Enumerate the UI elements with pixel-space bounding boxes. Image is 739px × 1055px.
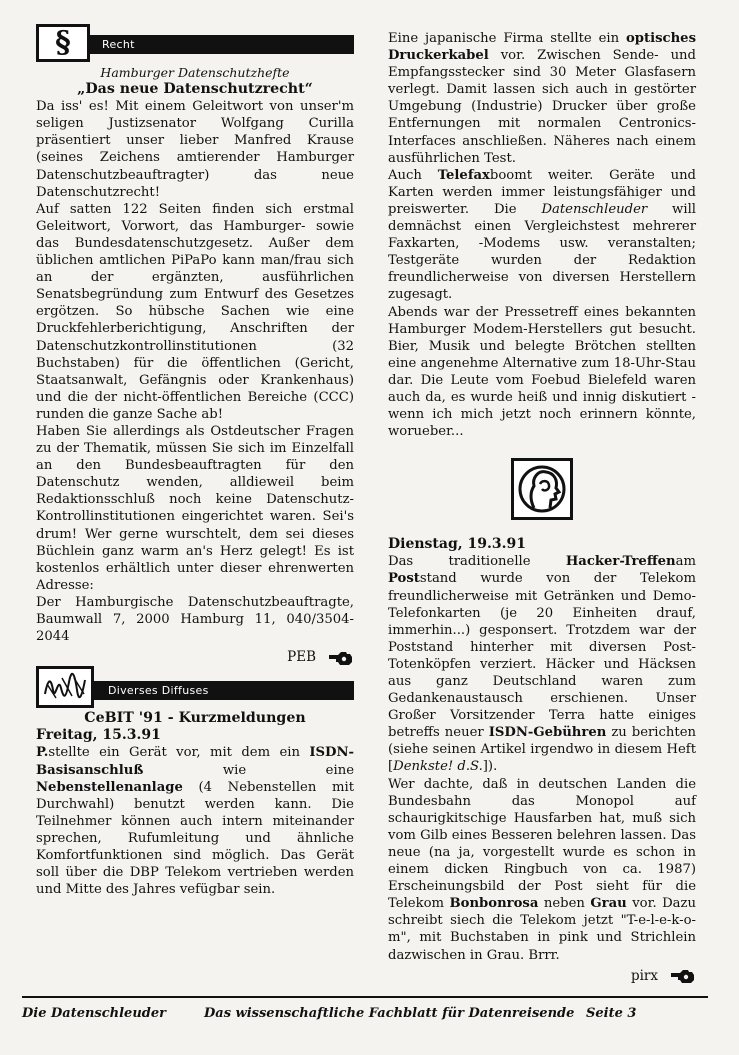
rubric-bar: Diverses Diffuses bbox=[86, 681, 354, 700]
article-address: Der Hamburgische Datenschutzbeauftragte, Baumwall 7, 2000 Hamburg 11, 040/3504-2044 bbox=[36, 594, 354, 645]
footer-page-number: Seite 3 bbox=[586, 1006, 637, 1021]
left-column bbox=[36, 25, 354, 898]
article-paragraph: Da iss' es! Mit einem Geleitwort von unser'm seligen Justizsenator Wolfgang Curilla präsentiert unser lieber Manfred Krause (seines Zeichens amtierender Hamburger Datenschutzbeauftragter) das neue Datenschutzrecht! bbox=[36, 99, 354, 200]
article-kicker: Hamburger Datenschutzhefte bbox=[100, 65, 290, 80]
author-signature: pirx bbox=[630, 967, 658, 984]
paragraph-sign: § bbox=[55, 25, 71, 60]
rubric-recht bbox=[36, 25, 354, 60]
head-profile-graphic bbox=[518, 464, 566, 514]
pointing-hand-icon bbox=[328, 650, 354, 666]
article-paragraph: Eine japanische Firma stellte ein optisches Druckerkabel vor. Zwischen Sende- und Empfangsstecker sind 30 Meter Glasfasern verlegt. Damit lassen sich auch in gestörter Umgebung (Industrie) Drucker über große Entfernungen mit normalen Centronics-Interfaces anschließen. Näheres nach einem ausführlichen Test. bbox=[388, 31, 696, 166]
article-paragraph: Haben Sie allerdings als Ostdeutscher Fragen zu der Thematik, müssen Sie sich im Einzelfall an den Bundesbeauftragten für den Datenschutz wenden, alldieweil beim Redaktionsschluß noch keine Datenschutz-Kontrollinstitutionen eingerichtet waren. Sei's drum! Wer gerne wurschtelt, dem sei dieses Büchlein ganz warm an's Herz gelegt! Es ist kostenlos erhältlich unter dieser ehrenwerten Adresse: bbox=[36, 423, 354, 593]
pointing-hand-icon bbox=[670, 968, 696, 984]
paragraph-sign-icon bbox=[36, 24, 90, 62]
rubric-bar: Recht bbox=[80, 35, 354, 54]
right-column bbox=[388, 30, 696, 985]
signature-line bbox=[388, 968, 696, 985]
footer-magazine-title: Die Datenschleuder bbox=[22, 1006, 166, 1021]
article-paragraph: Auf satten 122 Seiten finden sich erstmal Geleitwort, Vorwort, das Hamburger- sowie das Bundesdatenschutzgesetz. Außer dem üblichen amtlichen PiPaPo kann man/frau sich an der ergänzten, ausführlichen Senatsbegründung zum Entwurf des Gesetzes ergötzen. So hübsche Sachen wie eine Druckfehlerberichtigung, Anschriften der Datenschutzkontrollinstitutionen (32 Buchstaben) für die öffentlichen (Gericht, Staatsanwalt, Gefängnis oder Krankenhaus) und die der nicht-öffentlichen Bereiche (CCC) runden die ganze Sache ab! bbox=[36, 201, 354, 422]
article-paragraph: P.stellte ein Gerät vor, mit dem ein ISDN-Basisanschluß wie eine Nebenstellenanlage (4 Nebenstellen mit Durchwahl) benutzt werden kann. Die Teilnehmer können auch intern miteinander sprechen, Rufumleitung und ähnliche Komfortfunktionen sind möglich. Das Gerät soll über die DBP Telekom vertrieben werden und Mitte des Jahres vefügbar sein. bbox=[36, 745, 354, 898]
author-signature: PEB bbox=[287, 649, 316, 666]
article-paragraph: Auch Telefaxboomt weiter. Geräte und Karten werden immer leistungsfähiger und preiswerter. Die Datenschleuder will demnächst einen Vergleichstest mehrerer Faxkarten, -Modems usw. veranstalten; Testgeräte wurden der Redaktion freundlicherweise von diversen Herstellern zugesagt. bbox=[388, 167, 697, 303]
article-headline: CeBIT '91 - Kurzmeldungen bbox=[84, 710, 306, 727]
article-paragraph: Das traditionelle Hacker-Treffenam Poststand wurde von der Telekom freundlicherweise mit Getränken und Demo-Telefonkarten (je 20 Einheiten drauf, immerhin...) gesponsert. Trotzdem war der Poststand hinterher mit diversen Post-Totenköpfen verziert. Häcker und Häcksen aus ganz Deutschland waren zum Gedankenaustausch erschienen. Unser Großer Vorsitzender Terra hatte einiges betreffs neuer ISDN-Gebühren zu berichten (siehe seinen Artikel irgendwo in diesem Heft [Denkste! d.S.]). bbox=[388, 554, 696, 775]
signature-line bbox=[36, 649, 354, 666]
article-paragraph: Abends war der Pressetreff eines bekannten Hamburger Modem-Herstellers gut besucht. Bier, Musik und belegte Brötchen stellten eine angenehme Alternative zum 18-Uhr-Stau dar. Die Leute vom Foebud Bielefeld waren auch da, es wurde heiß und innig diskutiert - wenn ich mich jetzt noch erinnern könnte, worueber... bbox=[388, 304, 696, 440]
dateline: Dienstag, 19.3.91 bbox=[388, 536, 526, 553]
footer-rule bbox=[22, 996, 708, 998]
article-headline: „Das neue Datenschutzrecht“ bbox=[77, 81, 313, 98]
footer-tagline: Das wissenschaftliche Fachblatt für Datenreisende bbox=[204, 1006, 575, 1021]
rubric-diverses bbox=[36, 676, 354, 702]
head-profile-icon bbox=[511, 458, 573, 520]
scribble-graphic bbox=[42, 672, 88, 702]
article-paragraph: Wer dachte, daß in deutschen Landen die Bundesbahn das Monopol auf schaurigkitschige Hausfarben hat, muß sich vom Gilb eines Besseren belehren lassen. Das neue (na ja, vorgestellt wurde es schon in einem dicken Ringbuch von ca. 1987) Erscheinungsbild der Post sieht für die Telekom Bonbonrosa neben Grau vor. Dazu schreibt siech die Telekom jetzt "T-e-l-e-k-o-m", mit Buchstaben in pink und Strichlein dazwischen in Grau. Brrr. bbox=[388, 776, 696, 963]
scribble-icon bbox=[36, 666, 94, 708]
dateline: Freitag, 15.3.91 bbox=[36, 727, 161, 744]
